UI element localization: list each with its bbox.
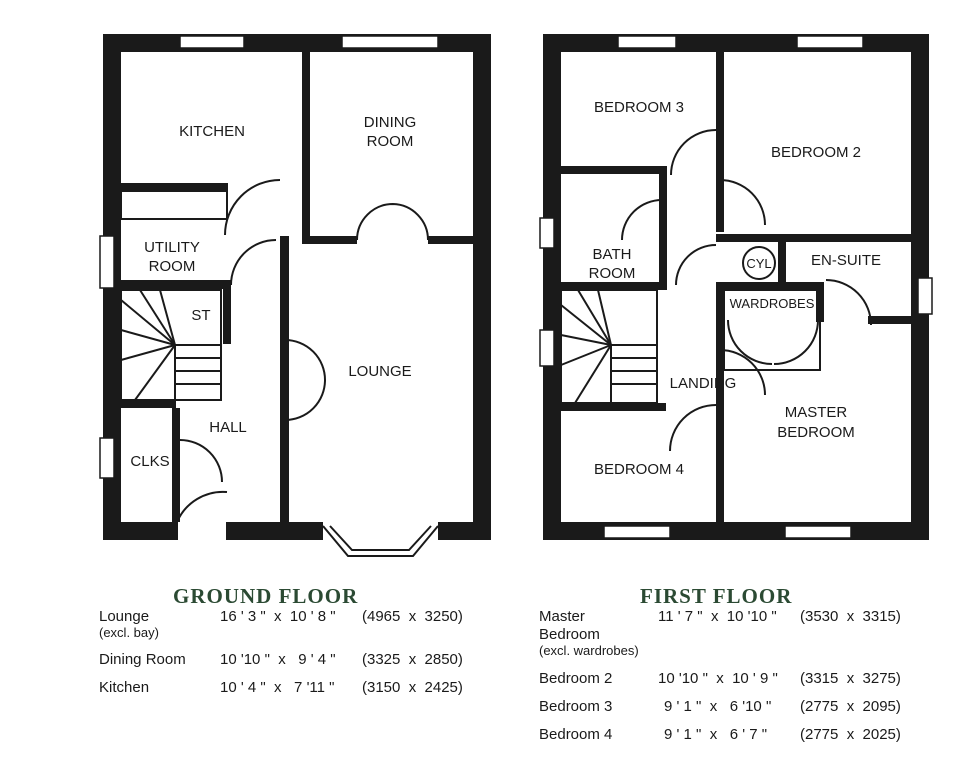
ff-dim-imperial: 10 '10 " x 10 ' 9 " xyxy=(658,670,778,687)
ground-floor-plan xyxy=(100,34,491,556)
first-floor-dimensions xyxy=(539,608,901,743)
ff-window-ensuite xyxy=(918,278,932,314)
gf-door-clks xyxy=(180,440,222,482)
gf-wall-st xyxy=(223,289,231,344)
ff-dim-imperial: 11 ' 7 " x 10 '10 " xyxy=(658,608,777,625)
ff-dim-room: Bedroom 4 xyxy=(539,726,613,743)
ff-label-bedroom2: BEDROOM 2 xyxy=(770,144,862,161)
gf-door-kitchen xyxy=(225,180,280,235)
gf-window-utility xyxy=(100,236,114,288)
ff-dim-metric: (3530 x 3315) xyxy=(800,608,901,625)
gf-dim-metric: (3150 x 2425) xyxy=(362,679,463,696)
gf-dim-metric: (4965 x 3250) xyxy=(362,608,463,625)
gf-wall-stairs-hall xyxy=(121,400,176,408)
ff-label-cyl: CYL xyxy=(746,256,772,271)
ground-floor-dimensions xyxy=(99,608,463,696)
ff-wall-b3-b2 xyxy=(716,52,724,232)
ff-door-wardrobes xyxy=(728,320,818,364)
gf-wall-dining-lounge-2 xyxy=(428,236,473,244)
gf-dim-imperial: 10 '10 " x 9 ' 4 " xyxy=(220,651,336,668)
ff-wall-wardrobe-top xyxy=(716,282,823,290)
gf-wall-hall-lounge xyxy=(280,236,289,522)
ff-wall-master-left xyxy=(716,282,724,522)
gf-label-dining-1: DINING xyxy=(363,114,417,131)
ff-dim-metric: (3315 x 3275) xyxy=(800,670,901,687)
ff-wall-landing-b4 xyxy=(561,403,666,411)
ff-door-bedroom2 xyxy=(720,180,765,225)
gf-door-lounge xyxy=(285,340,325,420)
gf-label-dining-2: ROOM xyxy=(366,133,414,150)
gf-wall-clks xyxy=(172,408,180,522)
gf-window-clks xyxy=(100,438,114,478)
gf-label-kitchen: KITCHEN xyxy=(179,123,245,140)
gf-dim-imperial: 16 ' 3 " x 10 ' 8 " xyxy=(220,608,336,625)
ff-door-ensuite xyxy=(826,280,871,325)
ff-wall-cyl xyxy=(716,234,762,242)
gf-label-hall: HALL xyxy=(209,419,247,436)
gf-door-utility xyxy=(231,240,276,285)
gf-door-dining xyxy=(357,204,428,240)
ff-window-master xyxy=(785,526,851,538)
ff-dim-metric: (2775 x 2095) xyxy=(800,698,901,715)
gf-wall-right xyxy=(473,34,491,540)
gf-wall-kitchen-dining xyxy=(302,52,310,242)
ff-label-master-1: MASTER xyxy=(784,404,848,421)
ff-wall-left xyxy=(543,34,561,540)
gf-bay-window xyxy=(323,526,438,556)
ff-dim-room: Bedroom 3 xyxy=(539,698,613,715)
gf-dim-imperial: 10 ' 4 " x 7 '11 " xyxy=(220,679,335,696)
ff-stairs xyxy=(561,290,657,403)
ff-window-bedroom3 xyxy=(618,36,676,48)
ff-dim-room: Master xyxy=(539,608,585,625)
ff-window-landing xyxy=(540,330,554,366)
gf-wall-utility xyxy=(121,280,231,289)
gf-dim-metric: (3325 x 2850) xyxy=(362,651,463,668)
gf-label-utility-1: UTILITY xyxy=(144,239,200,256)
gf-wall-kitchen-unit xyxy=(121,184,227,192)
ff-wall-b3-bath xyxy=(561,166,667,174)
ff-label-bath-1: BATH xyxy=(592,246,632,263)
gf-front-door xyxy=(177,492,227,540)
gf-wall-dining-lounge xyxy=(302,236,357,244)
first-floor-title: FIRST FLOOR xyxy=(640,584,793,608)
ff-wall-bath-right xyxy=(659,166,667,288)
gf-dim-room: Kitchen xyxy=(99,679,150,696)
ff-label-bath-2: ROOM xyxy=(588,265,636,282)
ff-wall-bottom xyxy=(543,522,929,540)
ground-floor-title: GROUND FLOOR xyxy=(173,584,359,608)
ff-door-bath xyxy=(622,200,662,240)
ff-label-wardrobes: WARDROBES xyxy=(729,296,815,311)
gf-label-lounge: LOUNGE xyxy=(348,363,412,380)
gf-dim-room: Lounge xyxy=(99,608,150,625)
gf-label-utility-2: ROOM xyxy=(148,258,196,275)
ff-wall-ensuite-bottom xyxy=(868,316,911,324)
ff-wall-top xyxy=(543,34,929,52)
gf-window-dining xyxy=(342,36,438,48)
ff-door-bedroom3 xyxy=(671,130,716,175)
gf-window-kitchen xyxy=(180,36,244,48)
gf-dim-note: (excl. bay) xyxy=(99,625,159,640)
gf-wall-bottom-mid xyxy=(227,522,323,540)
ff-label-bedroom3: BEDROOM 3 xyxy=(593,99,685,116)
gf-label-st: ST xyxy=(191,307,211,324)
ff-label-landing: LANDING xyxy=(669,375,737,392)
ff-label-bedroom4: BEDROOM 4 xyxy=(593,461,685,478)
ff-window-bedroom4 xyxy=(604,526,670,538)
ff-label-ensuite: EN-SUITE xyxy=(810,252,882,269)
ff-dim-imperial: 9 ' 1 " x 6 '10 " xyxy=(664,698,772,715)
ff-wall-cyl-right xyxy=(778,234,786,290)
gf-label-clks: CLKS xyxy=(130,453,170,470)
ff-dim-imperial: 9 ' 1 " x 6 ' 7 " xyxy=(664,726,768,743)
ff-dim-room: Bedroom 2 xyxy=(539,670,613,687)
ff-wall-bath-bottom xyxy=(561,282,667,290)
gf-dim-room: Dining Room xyxy=(99,651,186,668)
ff-dim-metric: (2775 x 2025) xyxy=(800,726,901,743)
ff-label-master-2: BEDROOM xyxy=(777,424,855,441)
first-floor-plan xyxy=(540,34,932,540)
ff-door-cyl xyxy=(676,245,716,285)
ff-dim-room-line2: Bedroom xyxy=(539,626,600,643)
ff-door-bedroom4 xyxy=(670,405,716,451)
gf-wall-bottom-right xyxy=(438,522,491,540)
ff-window-bedroom2 xyxy=(797,36,863,48)
ff-dim-note: (excl. wardrobes) xyxy=(539,643,639,658)
gf-wall-bottom-left xyxy=(103,522,177,540)
ff-window-bath xyxy=(540,218,554,248)
